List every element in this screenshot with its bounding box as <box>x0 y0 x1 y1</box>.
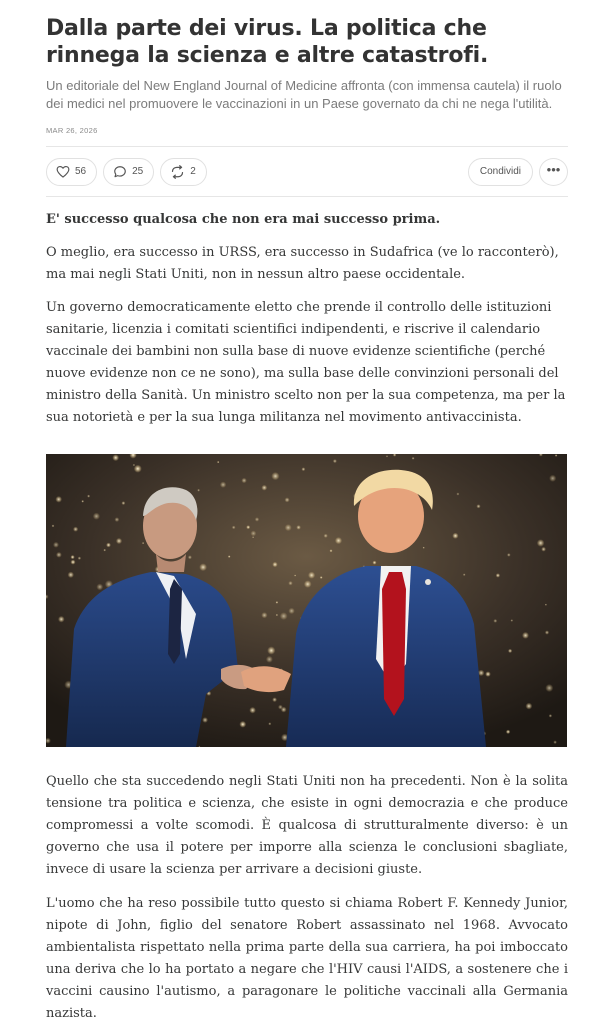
paragraph-3: Un governo democraticamente eletto che prende il controllo delle istituzioni sanitarie, licenzia i comitati scientifici indipendenti, e riscrive il calendario vaccinale dei bambini non sulla base di nuove evidenze scientifiche (perché nuove evidenze non ce ne sono), ma sulla base delle convinzioni personali del ministro della Sanità. Un ministro scelto non per la sua competenza, ma per la sua notorietà e per la sua lunga militanza nel movimento antivaccinista. <box>46 300 566 425</box>
lead-paragraph: E' successo qualcosa che non era mai successo prima. <box>46 212 441 227</box>
like-count: 56 <box>75 166 87 177</box>
restack-count: 2 <box>190 166 196 177</box>
article-photo[interactable] <box>46 454 567 747</box>
more-options-button[interactable] <box>539 158 568 186</box>
comment-bubble-icon <box>113 165 127 179</box>
heart-icon <box>56 165 70 178</box>
action-bar <box>46 147 568 196</box>
share-button[interactable]: Condividi <box>468 158 533 186</box>
share-actions <box>468 158 568 186</box>
divider-bottom <box>46 196 568 197</box>
like-button[interactable] <box>46 158 97 186</box>
handshake-photo-illustration <box>46 454 567 747</box>
article-subtitle: Un editoriale del New England Journal of Medicine affronta (con immensa cautela) il ruolo dei medici nel promuovere le vaccinazioni in un Paese governato da chi ne nega l'utilità. <box>46 78 562 111</box>
paragraph-5: L'uomo che ha reso possibile tutto questo si chiama Robert F. Kennedy Junior, nipote di John, figlio del senatore Robert assassinato nel 1968. Avvocato ambientalista rispettato nella prima parte della sua carriera, ha poi imboccato una deriva che lo ha portato a negare che l'HIV causi l'AIDS, a sostenere che i vaccini causino l'autismo, a paragonare le politiche vaccinali alla Germania nazista. <box>46 896 568 1021</box>
article-title: Dalla parte dei virus. La politica che rinnega la scienza e altre catastrofi. <box>46 16 489 68</box>
publish-date: MAR 26, 2026 <box>46 126 98 135</box>
paragraph-2: O meglio, era successo in URSS, era successo in Sudafrica (ve lo racconterò), ma mai negli Stati Uniti, non in nessun altro paese occidentale. <box>46 245 559 282</box>
paragraph-4: Quello che sta succedendo negli Stati Uniti non ha precedenti. Non è la solita tensione tra politica e scienza, che esiste in ogni democrazia e che produce compromessi a volte scomodi. È qualcosa di strutturalmente diverso: è un governo che usa il potere per imporre alla scienza le conclusioni sbagliate, invece di usare la scienza per arrivare a decisioni giuste. <box>46 774 568 877</box>
engagement-actions <box>46 158 207 186</box>
comment-count: 25 <box>132 166 144 177</box>
comment-button[interactable] <box>103 158 154 186</box>
restack-icon <box>170 165 185 179</box>
restack-button[interactable] <box>160 158 207 186</box>
more-dots-icon: ••• <box>546 162 561 177</box>
